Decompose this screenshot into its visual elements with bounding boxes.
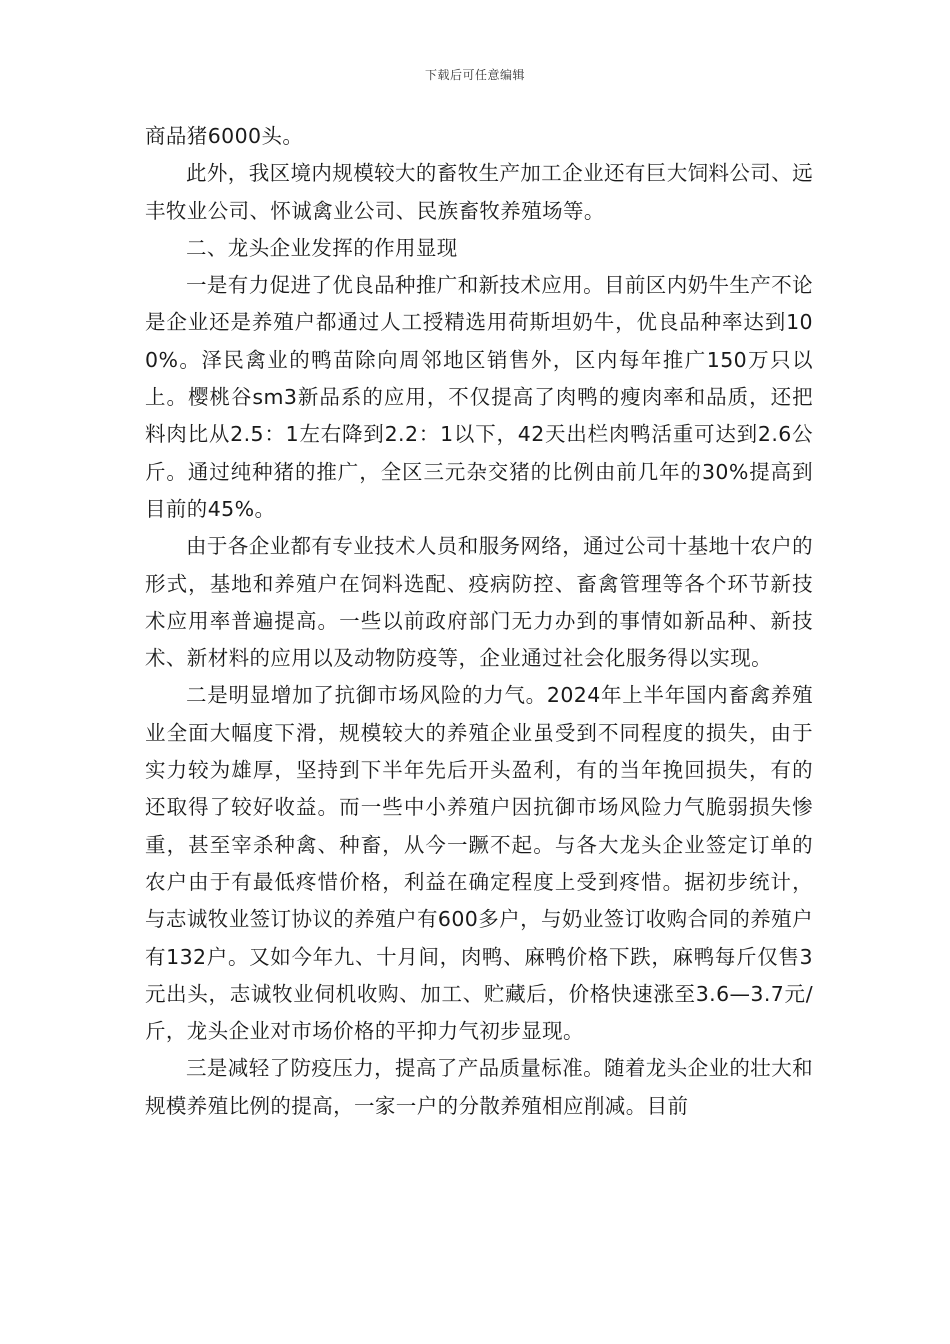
paragraph-continuation: 商品猪6000头。 [145,124,304,148]
paragraph-technical-services: 由于各企业都有专业技术人员和服务网络，通过公司十基地十农户的形式，基地和养殖户在饲料选配、疫病防控、畜禽管理等各个环节新技术应用率普遍提高。一些以前政府部门无力办到的事情如新品种、新技术、新材料的应用以及动物防疫等，企业通过社会化服务得以实现。 [145,534,813,671]
document-body [145,118,813,1125]
section-heading: 二、龙头企业发挥的作用显现 [186,235,458,260]
paragraph-epidemic-prevention: 三是减轻了防疫压力，提高了产品质量标准。随着龙头企业的壮大和规模养殖比例的提高，一家一户的分散养殖相应削减。目前 [145,1056,813,1118]
paragraph-breed-promotion: 一是有力促进了优良品种推广和新技术应用。目前区内奶牛生产不论是企业还是养殖户都通过人工授精选用荷斯坦奶牛，优良品种率达到100%。泽民禽业的鸭苗除向周邻地区销售外，区内每年推广150万只以上。樱桃谷sm3新品系的应用，不仅提高了肉鸭的瘦肉率和品质，还把料肉比从2.5：1左右降到2.2：1以下，42天出栏肉鸭活重可达到2.6公斤。通过纯种猪的推广，全区三元杂交猪的比例由前几年的30%提高到目前的45%。 [145,273,813,521]
paragraph-other-enterprises: 此外，我区境内规模较大的畜牧生产加工企业还有巨大饲料公司、远丰牧业公司、怀诚禽业公司、民族畜牧养殖场等。 [145,161,813,223]
page-header: 下载后可任意编辑 [424,68,525,82]
paragraph-market-risk: 二是明显增加了抗御市场风险的力气。2024年上半年国内畜禽养殖业全面大幅度下滑，规模较大的养殖企业虽受到不同程度的损失，由于实力较为雄厚，坚持到下半年先后开头盈利，有的当年挽回损失，有的还取得了较好收益。而一些中小养殖户因抗御市场风险力气脆弱损失惨重，甚至宰杀种禽、种畜，从今一蹶不起。与各大龙头企业签定订单的农户由于有最低疼惜价格，利益在确定程度上受到疼惜。据初步统计，与志诚牧业签订协议的养殖户有600多户，与奶业签订收购合同的养殖户有132户。又如今年九、十月间，肉鸭、麻鸭价格下跌，麻鸭每斤仅售3元出头，志诚牧业伺机收购、加工、贮藏后，价格快速涨至3.6—3.7元/斤，龙头企业对市场价格的平抑力气初步显现。 [145,683,813,1044]
